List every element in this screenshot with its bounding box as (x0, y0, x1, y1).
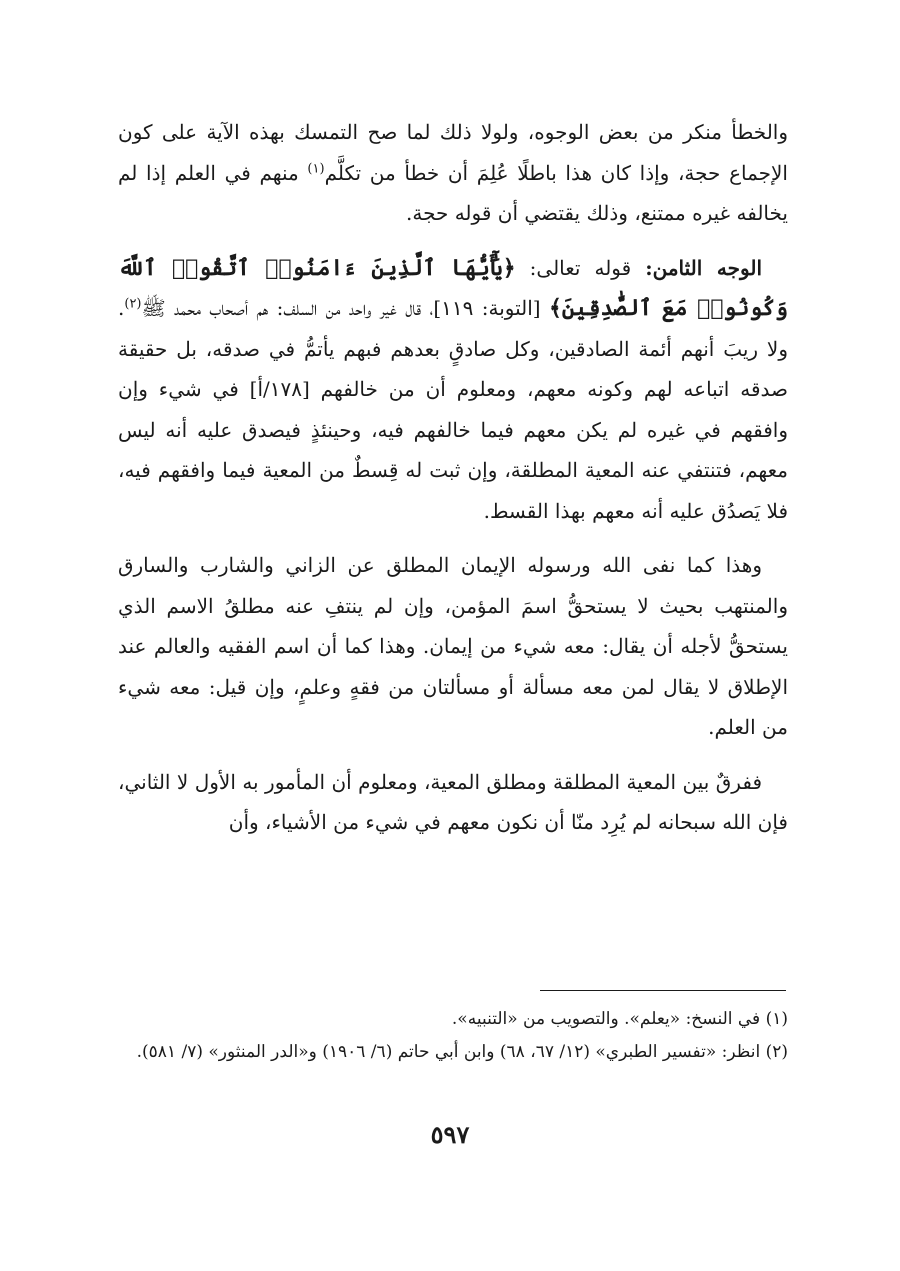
footnote-1: (١) في النسخ: «يعلم». والتصويب من «التنبيه». (451, 1009, 788, 1029)
footnotes (118, 1003, 788, 1069)
footnote-2: (٢) انظر: «تفسير الطبري» (١٢/ ٦٧، ٦٨) وابن أبي حاتم (٦/ ١٩٠٦) و«الدر المنثور» (٧/ ٥٨١). (136, 1042, 788, 1062)
paragraph-2-intro: قوله تعالى: (515, 255, 646, 280)
page-body (118, 112, 788, 857)
paragraph-2-body: . ولا ريبَ أنهم أئمة الصادقين، وكل صادقٍ بعدهم فبهم يأتمُّ في صدقه، بل حقيقة صدقه اتباعه لهم وكونه معهم، ومعلوم أن من خالفهم [١٧٨/أ] في شيء وإن وافقهم في غيره لم يكن معهم فيما خالفهم فيه، وحينئذٍ فيصدق عليه أنه ليس معهم، فتنتفي عنه المعية المطلقة، وإن ثبت له قِسطٌ من المعية فيما وافقهم فيه، فلا يَصدُق عليه أنه معهم بهذا القسط. (118, 296, 788, 523)
footnote-ref-2: (٢) (124, 296, 142, 312)
paragraph-4: ففرقٌ بين المعية المطلقة ومطلق المعية، ومعلوم أن المأمور به الأول لا الثاني، فإن الله سبحانه لم يُرِد منّا أن نكون معهم في شيء من الأشياء، وأن (118, 769, 788, 834)
paragraph-2-citation: [التوبة: ١١٩]، قال غير واحد من السلف: هم أصحاب محمد ﷺ (141, 296, 549, 320)
quran-verse: ﴿يَٰٓأَيُّهَا ٱلَّذِينَ ءَامَنُوا۟ ٱتَّقُوا۟ ٱللَّهَ وَكُونُوا۟ مَعَ ٱلصَّٰدِقِينَ﴾ (118, 254, 789, 321)
paragraph-3: وهذا كما نفى الله ورسوله الإيمان المطلق عن الزاني والشارب والسارق والمنتهب بحيث لا يستحقُّ اسمَ المؤمن، وإن لم ينتفِ عنه مطلقُ الاسم الذي يستحقُّ لأجله أن يقال: معه شيء من إيمان. وهذا كما أن اسم الفقيه والعالم عند الإطلاق لا يقال لمن معه مسألة أو مسألتان من فقهٍ وعلمٍ، وإن قيل: معه شيء من العلم. (118, 553, 788, 739)
paragraph-1 (118, 112, 788, 234)
paragraph-1-text: والخطأ منكر من بعض الوجوه، ولولا ذلك لما صح التمسك بهذه الآية على كون الإجماع حجة، وإذا كان هذا باطلًا عُلِمَ أن خطأ من تكلَّم (118, 120, 788, 185)
footnote-ref-1: (١) (307, 160, 325, 176)
page-number: ٥٩٧ (430, 1120, 470, 1149)
section-heading-eighth-aspect: الوجه الثامن: (645, 255, 763, 280)
paragraph-2 (118, 248, 788, 532)
paragraph-1-rest: منهم في العلم إذا لم يخالفه غيره ممتنع، وذلك يقتضي أن قوله حجة. (118, 160, 788, 225)
footnote-divider (540, 990, 786, 991)
